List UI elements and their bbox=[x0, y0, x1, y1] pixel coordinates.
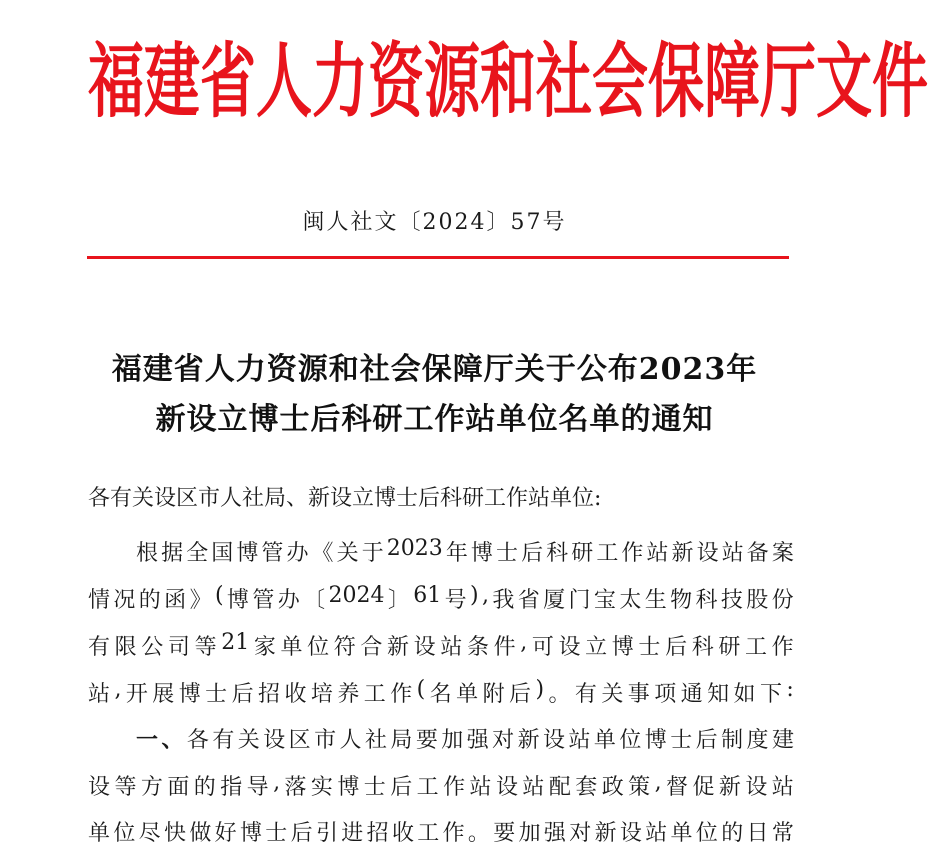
masthead-glyph: 建 bbox=[144, 34, 200, 130]
body-line-3 bbox=[88, 630, 794, 661]
text-token: ( bbox=[416, 677, 426, 702]
text-token: 《 bbox=[311, 541, 334, 566]
text-token: 单 bbox=[593, 728, 616, 753]
text-token: 尽 bbox=[138, 821, 161, 846]
text-token: 可 bbox=[531, 635, 554, 660]
text-token: 》 bbox=[189, 588, 212, 613]
text-token: 条 bbox=[466, 635, 489, 660]
text-token: 进 bbox=[341, 821, 364, 846]
text-token: 〕 bbox=[387, 588, 410, 613]
text-token: 单 bbox=[456, 682, 479, 707]
text-token: 工 bbox=[417, 821, 440, 846]
text-token: 通 bbox=[680, 682, 703, 707]
text-token: 士 bbox=[363, 775, 386, 800]
text-token: 站 bbox=[88, 682, 111, 707]
text-token: 站 bbox=[522, 775, 545, 800]
text-token: 博 bbox=[337, 775, 360, 800]
text-token: 设 bbox=[88, 775, 111, 800]
text-token: 科 bbox=[691, 635, 714, 660]
text-token: 工 bbox=[596, 541, 619, 566]
body-line-1 bbox=[136, 536, 794, 567]
text-token: 的 bbox=[138, 588, 161, 613]
notice-title-line-1: 福建省人力资源和社会保障厅关于公布2023年 bbox=[111, 352, 758, 387]
text-token: 〔 bbox=[303, 588, 326, 613]
text-token: 站 bbox=[771, 775, 794, 800]
masthead-glyph: 件 bbox=[872, 34, 928, 130]
text-token: 实 bbox=[310, 775, 333, 800]
text-token: 局 bbox=[390, 728, 413, 753]
text-token: 等 bbox=[114, 775, 137, 800]
text-token: : bbox=[786, 677, 794, 702]
text-token: 办 bbox=[277, 588, 300, 613]
text-token: 加 bbox=[441, 728, 464, 753]
text-token: 促 bbox=[692, 775, 715, 800]
text-token: 工 bbox=[363, 682, 386, 707]
masthead-glyph: 和 bbox=[480, 34, 536, 130]
text-token: 士 bbox=[670, 728, 693, 753]
text-token: 、 bbox=[161, 727, 184, 753]
text-token: 社 bbox=[364, 728, 387, 753]
text-token: 设 bbox=[413, 635, 436, 660]
masthead-glyph: 源 bbox=[424, 34, 480, 130]
text-token: 站 bbox=[469, 775, 492, 800]
text-token: 生 bbox=[644, 588, 667, 613]
text-token: 研 bbox=[571, 541, 594, 566]
text-token: 新 bbox=[671, 541, 694, 566]
masthead-glyph: 文 bbox=[816, 34, 872, 130]
document-number: 闽人社文〔2024〕57号 bbox=[302, 210, 567, 235]
text-token: 政 bbox=[601, 775, 624, 800]
text-token: 设 bbox=[543, 728, 566, 753]
text-token: ) bbox=[470, 583, 479, 608]
text-token: 关 bbox=[237, 728, 260, 753]
text-token: 据 bbox=[161, 541, 184, 566]
text-token: 加 bbox=[518, 821, 541, 846]
text-token: 的 bbox=[193, 775, 216, 800]
text-token: 后 bbox=[390, 775, 413, 800]
masthead-glyph: 障 bbox=[704, 34, 760, 130]
text-token: 策 bbox=[628, 775, 651, 800]
text-token: 根 bbox=[136, 541, 159, 566]
masthead-glyph: 会 bbox=[592, 34, 648, 130]
text-token: 21 bbox=[221, 630, 250, 655]
text-token: 设 bbox=[745, 775, 768, 800]
text-token: 作 bbox=[621, 541, 644, 566]
text-token: 招 bbox=[258, 682, 281, 707]
text-token: 设 bbox=[495, 775, 518, 800]
masthead-glyph: 厅 bbox=[760, 34, 816, 130]
text-token: 一 bbox=[136, 727, 159, 753]
text-token: 快 bbox=[163, 821, 186, 846]
text-token: , bbox=[520, 630, 528, 655]
text-token: 科 bbox=[546, 541, 569, 566]
text-token: 作 bbox=[771, 635, 794, 660]
text-token: 设 bbox=[696, 541, 719, 566]
text-token: 要 bbox=[415, 728, 438, 753]
text-token: 设 bbox=[263, 728, 286, 753]
text-token: ) bbox=[535, 677, 545, 702]
text-token: 后 bbox=[521, 541, 544, 566]
text-token: 股 bbox=[746, 588, 769, 613]
text-token: 有 bbox=[212, 728, 235, 753]
text-token: 名 bbox=[429, 682, 452, 707]
text-token: 套 bbox=[575, 775, 598, 800]
text-token: 对 bbox=[492, 728, 515, 753]
text-token: 设 bbox=[558, 635, 581, 660]
text-token: 后 bbox=[665, 635, 688, 660]
text-token: 收 bbox=[391, 821, 414, 846]
masthead-glyph: 力 bbox=[312, 34, 368, 130]
text-token: 位 bbox=[695, 821, 718, 846]
text-token: 61 bbox=[413, 583, 442, 608]
text-token: 新 bbox=[517, 728, 540, 753]
text-token: 建 bbox=[771, 728, 794, 753]
text-token: 下 bbox=[759, 682, 782, 707]
text-token: 导 bbox=[246, 775, 269, 800]
text-token: 收 bbox=[284, 682, 307, 707]
text-token: 后 bbox=[231, 682, 254, 707]
text-token: 位 bbox=[307, 635, 330, 660]
text-token: 办 bbox=[286, 541, 309, 566]
text-token: 新 bbox=[387, 635, 410, 660]
text-token: 情 bbox=[88, 588, 111, 613]
text-token: 士 bbox=[205, 682, 228, 707]
text-token: 制 bbox=[721, 728, 744, 753]
body-line-2 bbox=[88, 583, 794, 614]
text-token: 关 bbox=[601, 682, 624, 707]
text-token: 要 bbox=[493, 821, 516, 846]
text-token: 各 bbox=[186, 728, 209, 753]
text-token: 士 bbox=[496, 541, 519, 566]
masthead-glyph: 社 bbox=[536, 34, 592, 130]
text-token: 单 bbox=[280, 635, 303, 660]
text-token: 站 bbox=[645, 821, 668, 846]
text-token: 度 bbox=[746, 728, 769, 753]
document-masthead bbox=[88, 30, 928, 134]
text-token: 国 bbox=[211, 541, 234, 566]
text-token: ( bbox=[214, 583, 224, 608]
text-token: 年 bbox=[445, 541, 468, 566]
text-token: 宝 bbox=[593, 588, 616, 613]
text-token: 区 bbox=[288, 728, 311, 753]
text-token: 方 bbox=[140, 775, 163, 800]
text-token: 博 bbox=[644, 728, 667, 753]
text-token: 单 bbox=[88, 821, 111, 846]
text-token: , bbox=[114, 677, 122, 702]
notice-title-line-2: 新设立博士后科研工作站单位名单的通知 bbox=[155, 402, 714, 437]
text-token: 士 bbox=[638, 635, 661, 660]
text-token: 公 bbox=[141, 635, 164, 660]
text-token: 符 bbox=[333, 635, 356, 660]
text-token: 士 bbox=[265, 821, 288, 846]
text-token: 强 bbox=[466, 728, 489, 753]
text-token: 市 bbox=[314, 728, 337, 753]
text-token: 博 bbox=[178, 682, 201, 707]
text-token: 2024 bbox=[328, 583, 385, 608]
text-token: 设 bbox=[619, 821, 642, 846]
text-token: 招 bbox=[366, 821, 389, 846]
text-token: 项 bbox=[654, 682, 677, 707]
text-token: 养 bbox=[337, 682, 360, 707]
text-token: 。 bbox=[467, 821, 490, 846]
text-token: 位 bbox=[619, 728, 642, 753]
masthead-glyph: 省 bbox=[200, 34, 256, 130]
text-token: 备 bbox=[746, 541, 769, 566]
text-token: 博 bbox=[226, 588, 249, 613]
text-token: 事 bbox=[627, 682, 650, 707]
text-token: 培 bbox=[310, 682, 333, 707]
body-line-6 bbox=[88, 770, 794, 801]
masthead-glyph: 保 bbox=[648, 34, 704, 130]
text-token: 单 bbox=[670, 821, 693, 846]
text-token: 件 bbox=[493, 635, 516, 660]
text-token: 后 bbox=[695, 728, 718, 753]
masthead-glyph: 资 bbox=[368, 34, 424, 130]
body-line-5-item-one bbox=[136, 723, 794, 754]
text-token: 好 bbox=[214, 821, 237, 846]
text-token: 日 bbox=[746, 821, 769, 846]
text-token: 技 bbox=[720, 588, 743, 613]
text-token: 案 bbox=[771, 541, 794, 566]
text-token: 的 bbox=[721, 821, 744, 846]
text-token: 新 bbox=[718, 775, 741, 800]
red-separator-rule bbox=[87, 256, 789, 259]
text-token: 面 bbox=[167, 775, 190, 800]
text-token: 常 bbox=[771, 821, 794, 846]
text-token: , bbox=[481, 583, 489, 608]
text-token: 站 bbox=[440, 635, 463, 660]
text-token: 博 bbox=[470, 541, 493, 566]
text-token: 厦 bbox=[543, 588, 566, 613]
salutation: 各有关设区市人社局、新设立博士后科研工作站单位: bbox=[88, 486, 602, 511]
text-token: 全 bbox=[186, 541, 209, 566]
text-token: 新 bbox=[594, 821, 617, 846]
text-token: 立 bbox=[585, 635, 608, 660]
text-token: 做 bbox=[189, 821, 212, 846]
body-line-4 bbox=[88, 677, 794, 708]
body-line-7 bbox=[88, 816, 794, 847]
text-token: 2023 bbox=[386, 536, 443, 561]
text-token: 有 bbox=[88, 635, 111, 660]
text-token: 家 bbox=[253, 635, 276, 660]
text-token: 门 bbox=[568, 588, 591, 613]
text-token: 作 bbox=[443, 775, 466, 800]
text-token: 关 bbox=[336, 541, 359, 566]
text-token: 展 bbox=[152, 682, 175, 707]
text-token: 研 bbox=[718, 635, 741, 660]
text-token: 份 bbox=[771, 588, 794, 613]
masthead-glyph: 人 bbox=[256, 34, 312, 130]
text-token: 科 bbox=[695, 588, 718, 613]
text-token: 站 bbox=[568, 728, 591, 753]
text-token: 站 bbox=[721, 541, 744, 566]
text-token: 落 bbox=[284, 775, 307, 800]
text-token: 物 bbox=[670, 588, 693, 613]
text-token: 博 bbox=[239, 821, 262, 846]
text-token: 指 bbox=[220, 775, 243, 800]
text-token: 引 bbox=[315, 821, 338, 846]
text-token: 有 bbox=[574, 682, 597, 707]
text-token: 限 bbox=[114, 635, 137, 660]
text-token: 号 bbox=[444, 588, 467, 613]
text-token: 后 bbox=[290, 821, 313, 846]
text-token: 况 bbox=[113, 588, 136, 613]
text-token: 司 bbox=[167, 635, 190, 660]
text-token: 函 bbox=[164, 588, 187, 613]
text-token: , bbox=[654, 770, 662, 795]
text-token: 于 bbox=[361, 541, 384, 566]
text-token: 我 bbox=[492, 588, 515, 613]
text-token: 位 bbox=[113, 821, 136, 846]
text-token: 后 bbox=[509, 682, 532, 707]
text-token: 对 bbox=[569, 821, 592, 846]
text-token: 等 bbox=[194, 635, 217, 660]
masthead-glyph: 福 bbox=[88, 34, 144, 130]
text-token: 开 bbox=[125, 682, 148, 707]
text-token: 合 bbox=[360, 635, 383, 660]
text-token: 知 bbox=[707, 682, 730, 707]
text-token: 作 bbox=[442, 821, 465, 846]
text-token: , bbox=[273, 770, 281, 795]
text-token: 太 bbox=[619, 588, 642, 613]
text-token: 强 bbox=[543, 821, 566, 846]
text-token: 省 bbox=[517, 588, 540, 613]
text-token: 博 bbox=[236, 541, 259, 566]
text-token: 。 bbox=[548, 682, 571, 707]
text-token: 作 bbox=[390, 682, 413, 707]
text-token: 督 bbox=[666, 775, 689, 800]
text-token: 博 bbox=[611, 635, 634, 660]
text-token: 管 bbox=[252, 588, 275, 613]
text-token: 工 bbox=[416, 775, 439, 800]
text-token: 管 bbox=[261, 541, 284, 566]
text-token: 工 bbox=[744, 635, 767, 660]
text-token: 附 bbox=[482, 682, 505, 707]
text-token: 站 bbox=[646, 541, 669, 566]
text-token: 人 bbox=[339, 728, 362, 753]
text-token: 配 bbox=[548, 775, 571, 800]
text-token: 如 bbox=[733, 682, 756, 707]
